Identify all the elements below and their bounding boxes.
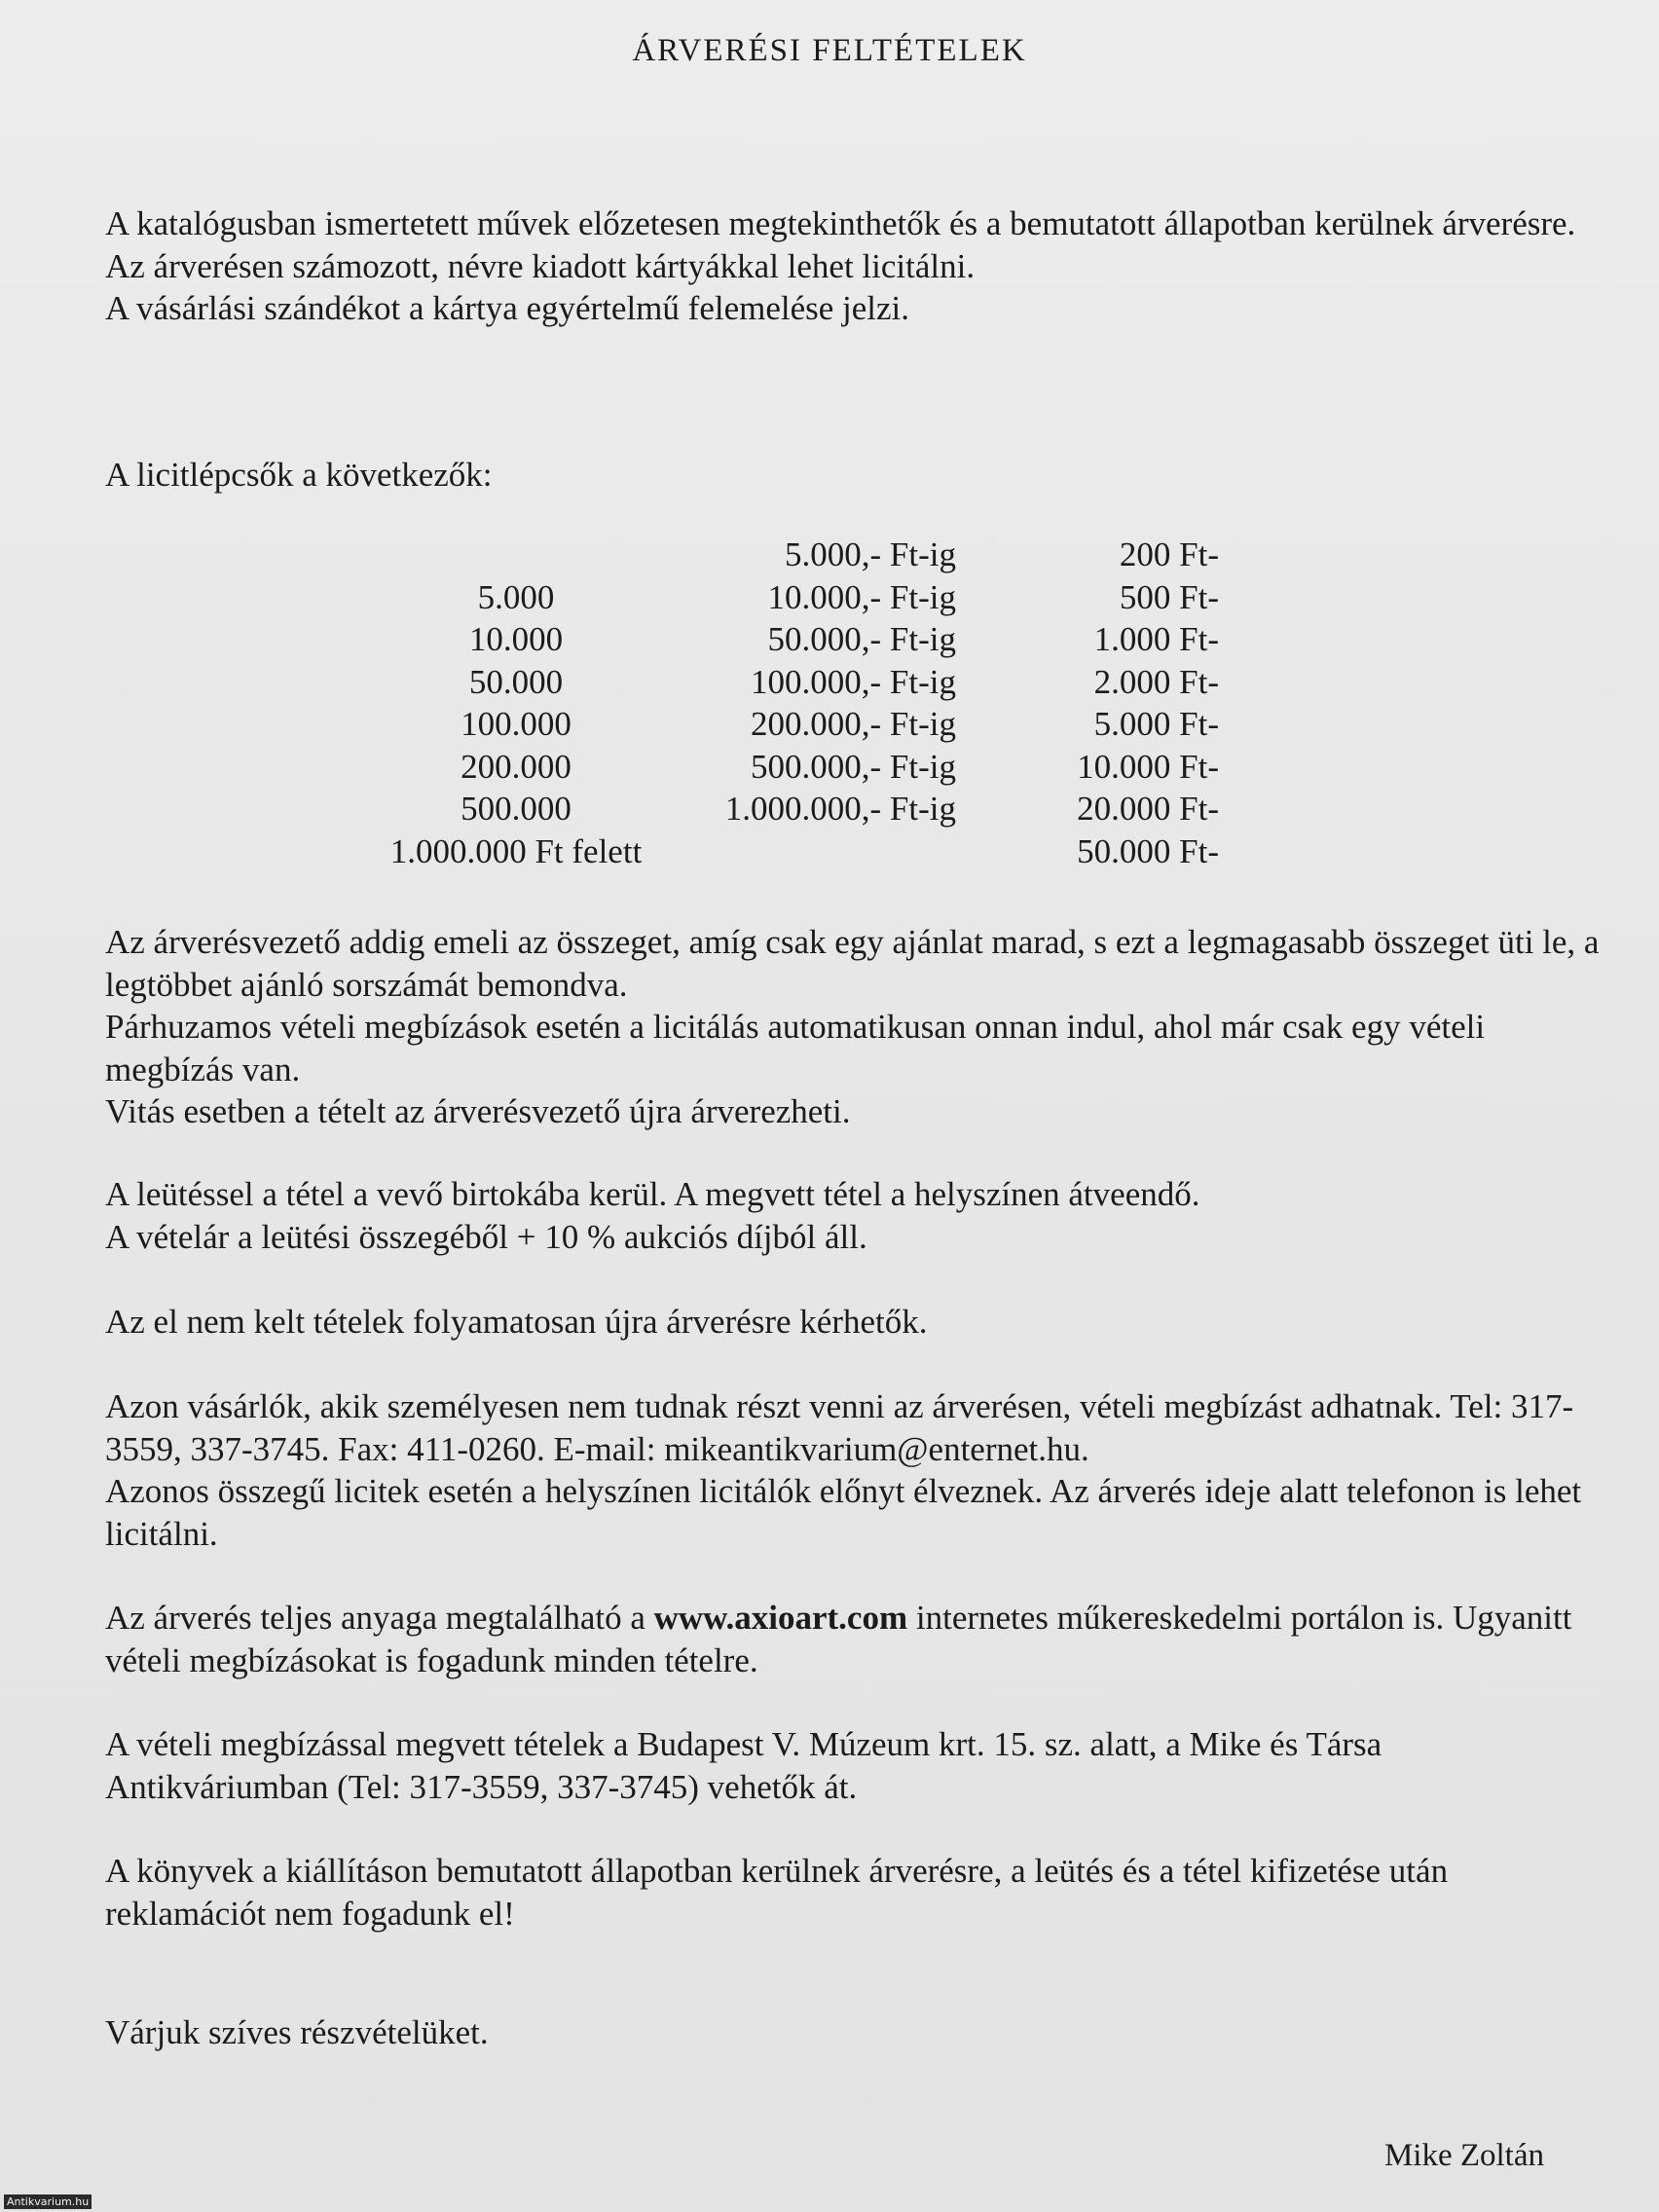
step-from: 500.000 (461, 790, 571, 828)
bid-step-row (0, 832, 1659, 875)
step-increment: 2.000 Ft- (1093, 662, 1219, 701)
step-to: 200.000,- Ft-ig (751, 705, 956, 743)
step-to: 1.000.000,- Ft-ig (724, 790, 956, 828)
step-increment: 20.000 Ft- (1077, 790, 1219, 828)
step-to: 50.000,- Ft-ig (767, 620, 956, 658)
bid-steps-heading: A licitlépcsők a következők: (105, 456, 493, 494)
step-increment: 10.000 Ft- (1077, 747, 1219, 786)
rule-paragraph (105, 1597, 1604, 1681)
bid-step-row (0, 790, 1659, 832)
website-link[interactable]: www.axioart.com (653, 1599, 908, 1637)
step-from: 1.000.000 Ft felett (389, 831, 643, 870)
step-to: 500.000,- Ft-ig (751, 747, 956, 786)
step-from: 5.000 (477, 577, 555, 616)
rule-paragraph: Az el nem kelt tételek folyamatosan újra árverésre kérhetők. (105, 1303, 928, 1341)
step-increment: 1.000 Ft- (1093, 620, 1219, 658)
rules-section-purchase (105, 1173, 1604, 1258)
bid-step-row (0, 663, 1659, 706)
bid-step-row (0, 535, 1659, 578)
rule-paragraph: A könyvek a kiállításon bemutatott állapotban kerülnek árverésre, a leütés és a tétel kifizetése után reklamációt nem fogadunk el! (105, 1852, 1449, 1933)
closing-line: Várjuk szíves részvételüket. (105, 2013, 489, 2051)
rule-paragraph: A leütéssel a tétel a vevő birtokába kerül. A megvett tétel a helyszínen átveendő. (105, 1175, 1200, 1213)
bid-steps-table (0, 535, 1659, 874)
rule-paragraph: A vételár a leütési összegéből + 10 % aukciós díjból áll. (105, 1217, 867, 1256)
page-title: ÁRVERÉSI FELTÉTELEK (632, 33, 1027, 68)
step-from: 10.000 (468, 620, 564, 658)
bid-step-row (0, 620, 1659, 663)
rules-section-pickup (105, 1723, 1604, 1808)
rules-section-online (105, 1597, 1604, 1681)
rules-section-orders (105, 1385, 1604, 1555)
step-to: 100.000,- Ft-ig (751, 662, 956, 701)
rule-paragraph: A vételi megbízással megvett tételek a Budapest V. Múzeum krt. 15. sz. alatt, a Mike és Társa Antikváriumban (Tel: 317-3559, 337-3745) vehetők át. (105, 1725, 1382, 1806)
rule-text: Az árverés teljes anyaga megtalálható a (105, 1599, 654, 1637)
rule-paragraph: Az árverésvezető addig emeli az összeget, amíg csak egy ajánlat marad, s ezt a legmagasabb összeget üti le, a legtöbbet ajánló sorszámát bemondva. (105, 923, 1600, 1004)
step-from: 100.000 (461, 705, 571, 743)
step-from: 200.000 (461, 747, 571, 786)
step-increment: 5.000 Ft- (1093, 705, 1219, 743)
intro-paragraph: A katalógusban ismertetett művek előzetesen megtekinthetők és a bemutatott állapotban kerülnek árverésre. (105, 204, 1576, 242)
intro-paragraph: Az árverésen számozott, névre kiadott kártyákkal lehet licitálni. (105, 246, 976, 285)
bid-step-row (0, 748, 1659, 791)
rules-section-complaints (105, 1850, 1604, 1935)
watermark: Antikvarium.hu (4, 2194, 92, 2209)
step-from: 50.000 (468, 662, 564, 701)
signature: Mike Zoltán (1383, 2138, 1544, 2173)
bid-step-row (0, 705, 1659, 748)
bid-step-row (0, 578, 1659, 621)
step-to: 5.000,- Ft-ig (785, 535, 956, 573)
rule-paragraph: Azonos összegű licitek esetén a helyszínen licitálók előnyt élveznek. Az árverés ideje alatt telefonon is lehet licitálni. (105, 1472, 1582, 1553)
step-increment: 200 Ft- (1119, 535, 1219, 573)
rules-section-bidding (105, 921, 1604, 1133)
rule-text: internetes műkereskedelmi portálon is. Ugyanitt vételi megbízásokat is fogadunk minden tételre. (105, 1599, 1572, 1679)
rule-paragraph: Azon vásárlók, akik személyesen nem tudnak részt venni az árverésen, vételi megbízást adhatnak. Tel: 317-3559, 337-3745. Fax: 411-0260. E-mail: mikeantikvarium@enternet.hu. (105, 1387, 1574, 1468)
step-to: 10.000,- Ft-ig (767, 577, 956, 616)
step-increment: 500 Ft- (1119, 577, 1219, 616)
rule-paragraph: Vitás esetben a tételt az árverésvezető újra árverezheti. (105, 1092, 851, 1130)
rules-section-unsold (105, 1301, 1604, 1344)
step-increment: 50.000 Ft- (1077, 831, 1219, 870)
rule-paragraph: Párhuzamos vételi megbízások esetén a licitálás automatikusan onnan indul, ahol már csak egy vételi megbízás van. (105, 1008, 1486, 1088)
intro-section (105, 203, 1604, 330)
intro-paragraph: A vásárlási szándékot a kártya egyértelmű felemelése jelzi. (105, 289, 910, 327)
closing-section (105, 2011, 1604, 2054)
